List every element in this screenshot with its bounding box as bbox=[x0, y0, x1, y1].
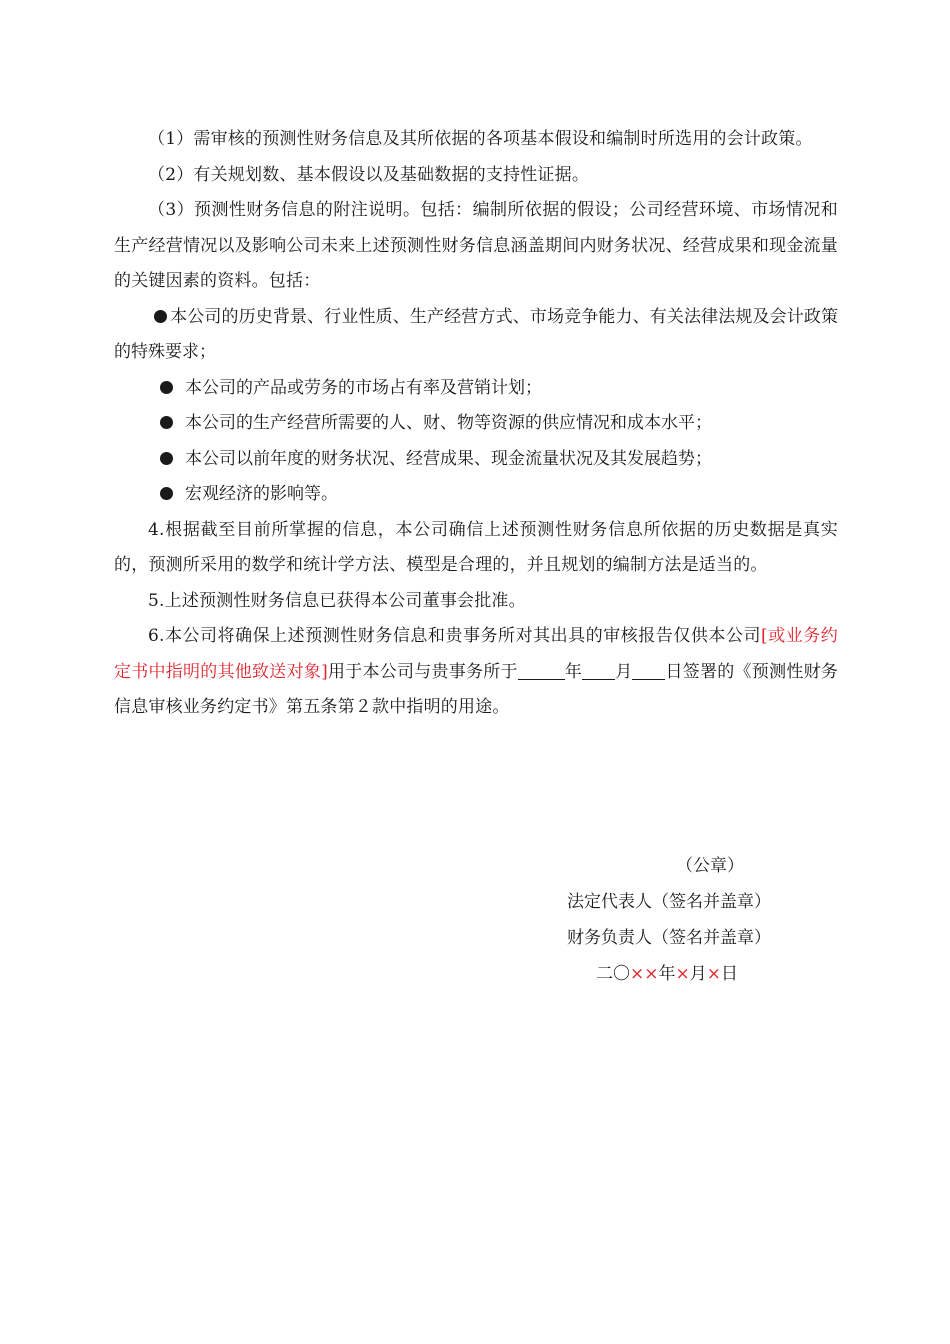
paragraph-6-end: 日签署的《预测性财务信息审核业务约定书》第五条第２款中指明的用途。 bbox=[114, 661, 839, 717]
month-blank bbox=[582, 661, 615, 680]
paragraph-4: 4.根据截至目前所掌握的信息，本公司确信上述预测性财务信息所依据的历史数据是真实的，预测所采用的数学和统计学方法、模型是合理的，并且规划的编制方法是适当的。 bbox=[114, 519, 838, 575]
bullet-icon bbox=[154, 310, 167, 323]
year-label: 年 bbox=[564, 661, 583, 682]
date-year-x2: × bbox=[644, 964, 659, 984]
date-year-x1: × bbox=[630, 964, 645, 984]
date-month-x: × bbox=[675, 964, 690, 984]
bullet-icon bbox=[160, 452, 173, 465]
bullet-item-1 bbox=[114, 300, 838, 371]
bullet-text: 本公司以前年度的财务状况、经营成果、现金流量状况及其发展趋势； bbox=[185, 448, 712, 469]
paragraph-3: （3）预测性财务信息的附注说明。包括：编制所依据的假设；公司经营环境、市场情况和生产经营情况以及影响公司未来上述预测性财务信息涵盖期间内财务状况、经营成果和现金流量的关键因素的资料。包括： bbox=[114, 200, 838, 291]
bullet-text: 本公司的生产经营所需要的人、财、物等资源的供应情况和成本水平； bbox=[185, 413, 712, 433]
date-line bbox=[596, 957, 738, 993]
bullet-item-3 bbox=[114, 406, 838, 442]
date-day: 日 bbox=[721, 964, 738, 984]
paragraph-6 bbox=[114, 619, 838, 726]
bullet-item-2 bbox=[114, 371, 838, 407]
bullet-icon bbox=[160, 381, 173, 394]
date-year: 年 bbox=[658, 964, 676, 984]
year-blank bbox=[518, 661, 565, 680]
recipient-placeholder: [或业务约定书中指明的其他致送对象] bbox=[114, 626, 838, 682]
date-month: 月 bbox=[689, 964, 707, 984]
bullet-icon bbox=[160, 487, 173, 500]
month-label: 月 bbox=[615, 661, 633, 682]
bullet-text: 本公司的产品或劳务的市场占有率及营销计划； bbox=[185, 377, 542, 398]
bullet-icon bbox=[160, 416, 173, 429]
date-prefix: 二〇 bbox=[596, 964, 630, 984]
bullet-item-4 bbox=[114, 442, 838, 478]
paragraph-6-start: 6.本公司将确保上述预测性财务信息和贵事务所对其出具的审核报告仅供本公司 bbox=[148, 626, 762, 646]
seal-label: （公章） bbox=[676, 856, 744, 876]
bullet-text: 本公司的历史背景、行业性质、生产经营方式、市场竞争能力、有关法律法规及会计政策的特殊要求； bbox=[114, 306, 838, 362]
day-blank bbox=[632, 661, 665, 680]
bullet-text: 宏观经济的影响等。 bbox=[185, 484, 338, 504]
paragraph-1: （1）需审核的预测性财务信息及其所依据的各项基本假设和编制时所选用的会计政策。 bbox=[148, 129, 813, 149]
finance-head-label: 财务负责人（签名并盖章） bbox=[567, 928, 771, 948]
paragraph-2: （2）有关规划数、基本假设以及基础数据的支持性证据。 bbox=[148, 164, 590, 185]
legal-representative-label: 法定代表人（签名并盖章） bbox=[567, 892, 771, 912]
paragraph-6-mid: 用于本公司与贵事务所于 bbox=[327, 661, 518, 682]
date-day-x: × bbox=[706, 964, 721, 984]
document-body bbox=[114, 122, 838, 726]
paragraph-5: 5.上述预测性财务信息已获得本公司董事会批准。 bbox=[148, 590, 526, 611]
bullet-item-5 bbox=[114, 477, 838, 513]
